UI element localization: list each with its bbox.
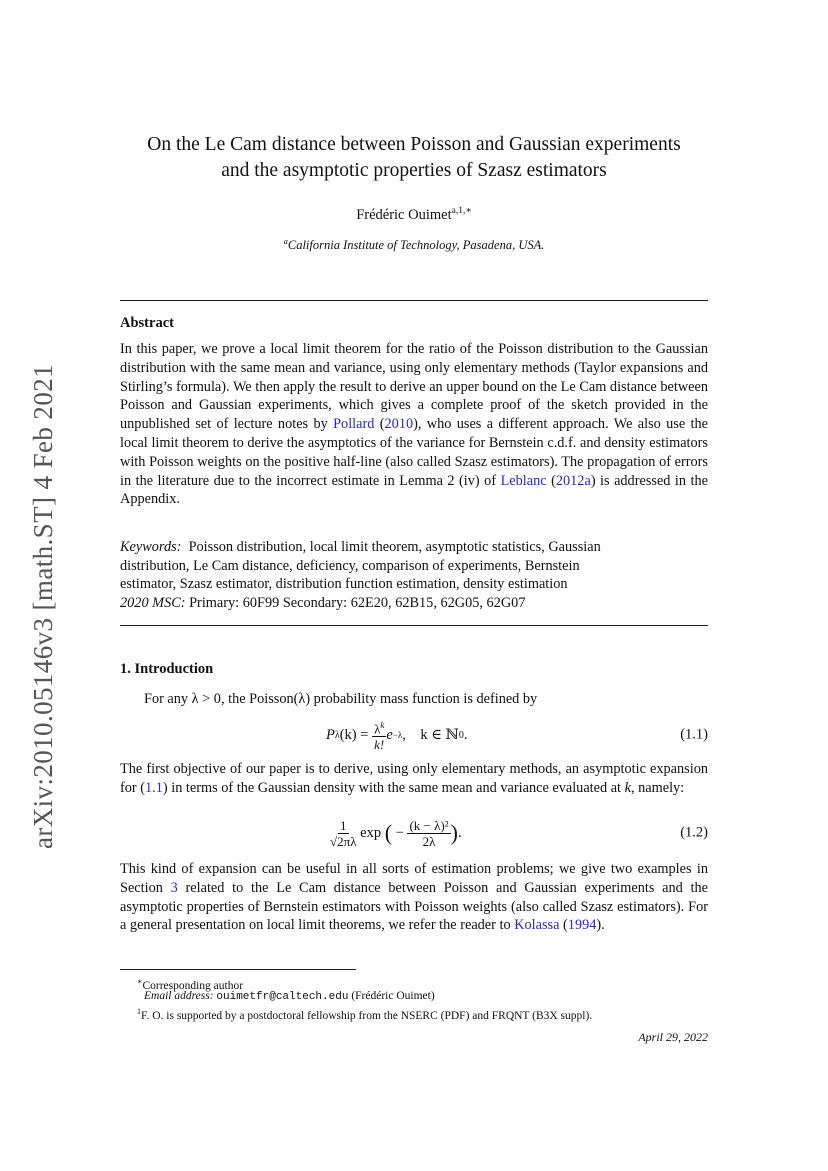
citation-link-leblanc-year[interactable]: 2012a <box>555 472 591 489</box>
intro-sentence: For any λ > 0, the Poisson(λ) probability mass function is defined by <box>144 691 538 707</box>
eq1-num: λ <box>374 721 381 737</box>
section-heading: 1. Introduction <box>120 661 214 677</box>
para-part: related to the Le Cam distance between Poisson and Gaussian experiments and the asymptotic properties of Bernstein estimators with Poisson weights (also called Szasz estimators). For a general presentation on local limit theorems, we refer the reader to <box>120 879 709 934</box>
eq2-minus: − <box>395 824 404 841</box>
citation-link-kolassa[interactable]: Kolassa <box>514 917 560 934</box>
keywords-text: Poisson distribution, local limit theorem, asymptotic statistics, Gaussian <box>188 539 601 555</box>
title-line: and the asymptotic properties of Szasz estimators <box>221 160 607 181</box>
keywords-line: estimator, Szasz estimator, distribution function estimation, density estimation <box>120 576 568 593</box>
eq2-close-paren: ) <box>450 820 458 845</box>
keywords-label: Keywords: <box>120 539 182 555</box>
citation-link-kolassa-year[interactable]: 1994 <box>567 917 597 934</box>
para-part: ( <box>559 917 568 934</box>
preprint-date: April 29, 2022 <box>638 1030 708 1044</box>
arxiv-identifier-text: arXiv:2010.05146v3 [math.ST] 4 Feb 2021 <box>28 363 59 849</box>
abstract-heading: Abstract <box>120 315 174 331</box>
eq1-domain-sub: 0 <box>458 729 464 741</box>
abstract-part: ), who uses a different approach. We also use the local limit theorem to derive the asymptotics of the variance for Bernstein c.d.f. and density estimators with Poisson weights on the positive half-line (also called Szasz estimators). The propagation of errors in the literature due to the incorrect estimate in Lemma 2 (iv) of <box>120 416 708 489</box>
eq1-exp-base: e <box>386 726 393 743</box>
para-part: , namely: <box>630 779 685 796</box>
para-part: The first objective of our paper is to derive, using only elementary methods, an asymptotic expansion for ( <box>120 761 708 796</box>
eq2-den1: √2πλ <box>330 833 357 849</box>
abstract-part: ( <box>546 472 556 489</box>
intro-paragraph-2 <box>120 760 708 798</box>
eq2-open-paren: ( <box>384 820 393 845</box>
eq2-fraction <box>407 818 450 849</box>
eq1-lhs: P <box>326 726 335 743</box>
eq1-lhs-arg: (k) = <box>339 726 369 743</box>
eq2-den2: 2λ <box>422 833 436 849</box>
keywords-line <box>120 538 708 557</box>
eq2-prefactor <box>330 818 357 849</box>
eq2-num1: 1 <box>340 817 347 833</box>
author <box>0 205 828 224</box>
abstract-part: ( <box>374 416 385 433</box>
eq1-domain: , k ∈ ℕ <box>402 726 459 743</box>
eq1-exp-sup: −λ <box>392 730 403 740</box>
citation-link-pollard[interactable]: Pollard <box>333 416 375 433</box>
footnote-email <box>144 989 744 1005</box>
footnote-text: F. O. is supported by a postdoctoral fellowship from the NSERC (PDF) and FRQNT (B3X suppl). <box>141 1009 593 1022</box>
footnote-rule <box>120 969 356 970</box>
eq2-end: . <box>458 824 462 841</box>
email-owner: (Frédéric Ouimet) <box>348 990 435 1002</box>
equation-ref-1-1[interactable]: 1.1 <box>145 779 163 796</box>
abstract-part: In this paper, we prove a local limit theorem for the ratio of the Poisson distribution to the Gaussian distribution with the same mean and variance, using only elementary methods (Taylor expansions and Stirling’s formula). We then apply the result to derive an upper bound on the Le Cam distance between Poisson and Gaussian experiments, which gives a complete proof of the sketch provided in the unpublished set of lecture notes by <box>120 341 708 433</box>
author-marks: a,1,∗ <box>451 206 472 216</box>
keywords-block <box>120 538 708 612</box>
eq1-lhs-sub: λ <box>334 729 340 741</box>
abstract-text <box>120 340 708 509</box>
eq2-num2: (k − λ)² <box>409 817 449 833</box>
keywords-line: distribution, Le Cam distance, deficiency, comparison of experiments, Bernstein <box>120 557 580 574</box>
msc-line <box>120 594 708 613</box>
math-var-k: k <box>624 779 631 796</box>
intro-paragraph-3 <box>120 860 708 935</box>
msc-label: 2020 MSC: <box>120 594 186 611</box>
eq2-exp: exp <box>360 824 382 841</box>
affiliation-mark: a <box>283 236 288 246</box>
citation-link-leblanc[interactable]: Leblanc <box>500 472 547 489</box>
para-part: ). <box>596 917 605 934</box>
equation-number: (1.1) <box>680 726 708 743</box>
eq1-num-sup: k <box>380 719 385 730</box>
affiliation-text: California Institute of Technology, Pasadena, USA. <box>287 238 545 253</box>
equation-1-1 <box>120 713 708 757</box>
footnote-funding <box>137 1004 737 1024</box>
eq1-end: . <box>463 726 468 743</box>
affiliation <box>0 236 828 253</box>
equation-1-2 <box>120 811 708 855</box>
msc-value: Primary: 60F99 Secondary: 62E20, 62B15, 62G05, 62G07 <box>189 594 526 611</box>
section-ref-3[interactable]: 3 <box>170 879 178 896</box>
eq1-fraction <box>372 718 386 752</box>
paper-title <box>100 132 728 184</box>
abstract-part: ) is addressed in the Appendix. <box>120 472 708 508</box>
para-part: ) in terms of the Gaussian density with the same mean and variance evaluated at <box>162 779 625 796</box>
eq1-den: k! <box>374 737 385 753</box>
email-label: Email address: <box>144 990 214 1002</box>
footnote-mark: 1 <box>137 1007 141 1016</box>
abstract-top-rule <box>120 300 708 301</box>
citation-link-pollard-year[interactable]: 2010 <box>384 416 414 433</box>
footnote-mark: ∗ <box>137 977 143 986</box>
arxiv-identifier <box>22 356 66 856</box>
para-part: This kind of expansion can be useful in all sorts of estimation problems; we give two examples in Section <box>120 861 708 896</box>
abstract-bottom-rule <box>120 625 708 626</box>
title-line: On the Le Cam distance between Poisson and Gaussian experiments <box>147 134 681 155</box>
footnote-text: Corresponding author <box>142 979 244 992</box>
equation-number: (1.2) <box>680 824 708 841</box>
email-address[interactable]: ouimetfr@caltech.edu <box>216 991 349 1003</box>
author-name: Frédéric Ouimet <box>356 206 452 223</box>
